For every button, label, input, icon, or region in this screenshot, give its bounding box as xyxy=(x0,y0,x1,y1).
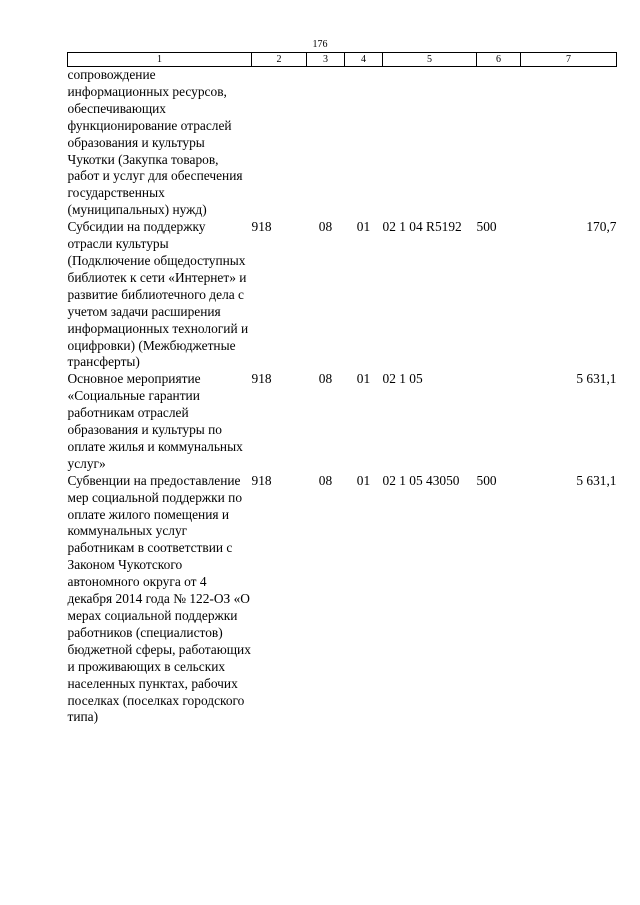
amount xyxy=(521,67,617,220)
section-code: 08 xyxy=(318,219,333,235)
admin-code: 918 xyxy=(251,472,272,488)
admin-code xyxy=(252,67,307,220)
column-number-header xyxy=(68,53,617,67)
subsection-code xyxy=(345,67,383,220)
row-name: сопровождение информационных ресурсов, обеспечивающих функционирование отраслей образования и культуры Чукотки (Закупка товаров, работ и услуг для обеспечения государственных (муниципальных) нужд) xyxy=(67,67,243,218)
target-article-code: 02 1 05 xyxy=(382,371,423,387)
admin-code: 918 xyxy=(251,219,272,235)
table-row xyxy=(68,371,617,472)
subsection-code: 01 xyxy=(356,472,371,488)
expense-type-code xyxy=(477,371,521,472)
amount: 5 631,1 xyxy=(576,371,617,387)
subsection-code: 01 xyxy=(356,371,371,387)
column-header: 5 xyxy=(383,53,477,67)
section-code: 08 xyxy=(318,371,333,387)
page-number: 176 xyxy=(312,39,328,50)
table-row xyxy=(68,67,617,220)
section-code xyxy=(307,67,345,220)
amount: 170,7 xyxy=(586,219,617,235)
column-header: 2 xyxy=(252,53,307,67)
column-header: 7 xyxy=(521,53,617,67)
column-header: 3 xyxy=(307,53,345,67)
section-code: 08 xyxy=(318,472,333,488)
target-article-code: 02 1 04 R5192 xyxy=(382,219,462,235)
table-row xyxy=(68,219,617,371)
amount: 5 631,1 xyxy=(576,472,617,488)
target-article-code: 02 1 05 43050 xyxy=(382,472,460,488)
column-header: 4 xyxy=(345,53,383,67)
expense-type-code xyxy=(477,67,521,220)
expense-type-code: 500 xyxy=(476,219,497,235)
admin-code: 918 xyxy=(251,371,272,387)
subsection-code: 01 xyxy=(356,219,371,235)
expense-type-code: 500 xyxy=(476,472,497,488)
row-name: Основное мероприятие «Социальные гарантии работникам отраслей образования и культуры по оплате жилья и коммунальных услуг» xyxy=(67,371,243,471)
table-row xyxy=(68,473,617,727)
row-name: Субвенции на предоставление мер социальной поддержки по оплате жилого помещения и коммунальных услуг работникам в соответствии с Законом Чукотского автономного округа от 4 декабря 2014 года № 122-ОЗ «О мерах социальной поддержки работников (специалистов) бюджетной сферы, работающих и проживающих в сельских населенных пунктах, рабочих поселках (поселках городского типа) xyxy=(67,472,251,725)
budget-table xyxy=(67,52,617,726)
column-header: 1 xyxy=(68,53,252,67)
row-name: Субсидии на поддержку отрасли культуры (Подключение общедоступных библиотек к сети «Интернет» и развитие библиотечного дела с учетом задачи расширения информационных технологий и оцифровки) (Межбюджетные трансферты) xyxy=(67,219,249,370)
target-article-code xyxy=(383,67,477,220)
column-header: 6 xyxy=(477,53,521,67)
